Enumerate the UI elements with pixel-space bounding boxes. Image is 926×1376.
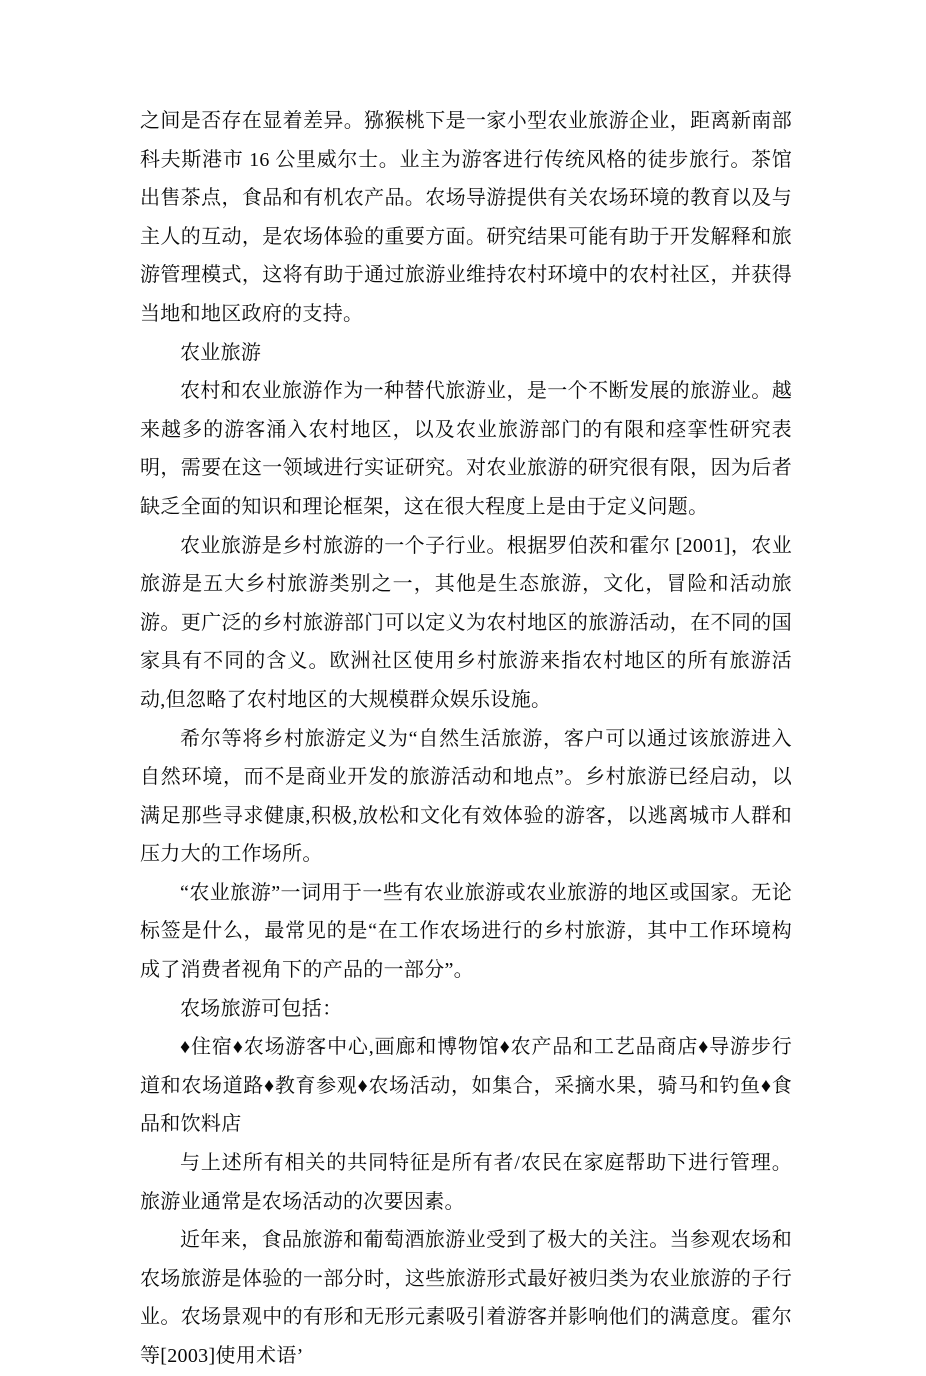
body-paragraph-food-wine-tourism: 近年来，食品旅游和葡萄酒旅游业受到了极大的关注。当参观农场和农场旅游是体验的一部分时，这些旅游形式最好被归类为农业旅游的子行业。农场景观中的有形和无形元素吸引着游客并影响他们的满意度。霍尔等[2003]使用术语’	[140, 1229, 792, 1367]
section-heading-agritourism: 农业旅游	[180, 341, 262, 364]
continuation-paragraph: 之间是否存在显着差异。猕猴桃下是一家小型农业旅游企业，距离新南部科夫斯港市 16 公里威尔士。业主为游客进行传统风格的徒步旅行。茶馆出售茶点，食品和有机农产品。农场导游提供有关农场环境的教育以及与主人的互动，是农场体验的重要方面。研究结果可能有助于开发解释和旅游管理模式，这将有助于通过旅游业维持农村环境中的农村社区，并获得当地和地区政府的支持。	[140, 110, 792, 325]
body-paragraph-hill-definition: 希尔等将乡村旅游定义为“自然生活旅游，客户可以通过该旅游进入自然环境，而不是商业开发的旅游活动和地点”。乡村旅游已经启动，以满足那些寻求健康,积极,放松和文化有效体验的游客，以逃离城市人群和压力大的工作场所。	[140, 727, 792, 866]
document-text-block	[140, 102, 792, 1376]
body-paragraph-subsector: 农业旅游是乡村旅游的一个子行业。根据罗伯茨和霍尔 [2001]，农业旅游是五大乡村旅游类别之一，其他是生态旅游，文化，冒险和活动旅游。更广泛的乡村旅游部门可以定义为农村地区的旅游活动，在不同的国家具有不同的含义。欧洲社区使用乡村旅游来指农村地区的所有旅游活动,但忽略了农村地区的大规模群众娱乐设施。	[140, 534, 792, 711]
bullet-list-paragraph: ♦住宿♦农场游客中心,画廊和博物馆♦农产品和工艺品商店♦导游步行道和农场道路♦教育参观♦农场活动，如集合，采摘水果，骑马和钓鱼♦食品和饮料店	[140, 1036, 792, 1136]
body-paragraph-common-feature: 与上述所有相关的共同特征是所有者/农民在家庭帮助下进行管理。旅游业通常是农场活动的次要因素。	[140, 1152, 792, 1213]
body-paragraph-term-usage: “农业旅游”一词用于一些有农业旅游或农业旅游的地区或国家。无论标签是什么，最常见的是“在工作农场进行的乡村旅游，其中工作环境构成了消费者视角下的产品的一部分”。	[140, 881, 792, 982]
body-paragraph-rural-agritourism: 农村和农业旅游作为一种替代旅游业，是一个不断发展的旅游业。越来越多的游客涌入农村地区，以及农业旅游部门的有限和痉挛性研究表明，需要在这一领域进行实证研究。对农业旅游的研究很有限，因为后者缺乏全面的知识和理论框架，这在很大程度上是由于定义问题。	[140, 380, 792, 518]
list-intro-paragraph: 农场旅游可包括：	[180, 997, 343, 1020]
